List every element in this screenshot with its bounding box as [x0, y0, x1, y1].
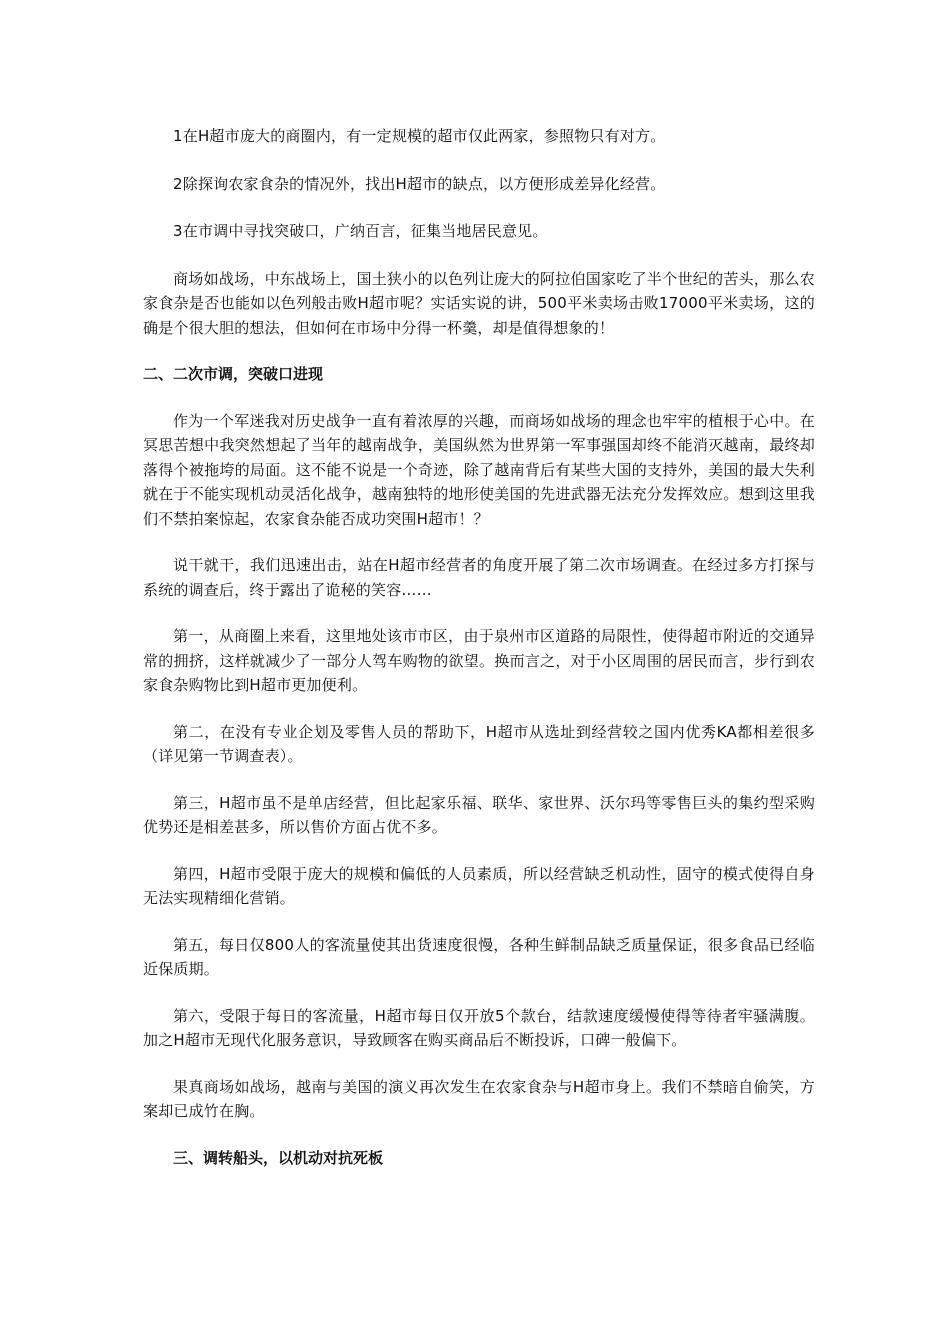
document-body: [143, 124, 815, 1192]
body-paragraph: 果真商场如战场，越南与美国的演义再次发生在农家食杂与H超市身上。我们不禁暗自偷笑，方案却已成竹在胸。: [143, 1077, 815, 1120]
body-paragraph: 第三，H超市虽不是单店经营，但比起家乐福、联华、家世界、沃尔玛等零售巨头的集约型采购优势还是相差甚多，所以售价方面占优不多。: [143, 793, 815, 836]
body-paragraph: 第五，每日仅800人的客流量使其出货速度很慢，各种生鲜制品缺乏质量保证，很多食品已经临近保质期。: [143, 935, 815, 978]
body-paragraph: 第二，在没有专业企划及零售人员的帮助下，H超市从选址到经营较之国内优秀KA都相差很多（详见第一节调查表）。: [143, 722, 815, 765]
section-heading: 二、二次市调，突破口进现: [143, 365, 324, 383]
body-paragraph: 说干就干，我们迅速出击，站在H超市经营者的角度开展了第二次市场调查。在经过多方打探与系统的调查后，终于露出了诡秘的笑容……: [143, 556, 815, 599]
list-item: 1在H超市庞大的商圈内，有一定规模的超市仅此两家，参照物只有对方。: [173, 127, 666, 145]
list-item: 3在市调中寻找突破口，广纳百言，征集当地居民意见。: [173, 222, 548, 240]
list-item: 2除探询农家食杂的情况外，找出H超市的缺点，以方便形成差异化经营。: [173, 174, 666, 193]
body-paragraph: 第六，受限于每日的客流量，H超市每日仅开放5个款台，结款速度缓慢使得等待者牢骚满腹。加之H超市无现代化服务意识，导致顾客在购买商品后不断投诉，口碑一般偏下。: [143, 1006, 815, 1049]
body-paragraph: 作为一个军迷我对历史战争一直有着浓厚的兴趣，而商场如战场的理念也牢牢的植根于心中。在冥思苦想中我突然想起了当年的越南战争，美国纵然为世界第一军事强国却终不能消灭越南，最终却落得个被拖垮的局面。这不能不说是一个奇迹，除了越南背后有某些大国的支持外，美国的最大失利就在于不能实现机动灵活化战争，越南独特的地形使美国的先进武器无法充分发挥效应。想到这里我们不禁拍案惊起，农家食杂能否成功突围H超市！？: [143, 411, 815, 528]
body-paragraph: 第四，H超市受限于庞大的规模和偏低的人员素质，所以经营缺乏机动性，固守的模式使得自身无法实现精细化营销。: [143, 864, 815, 907]
body-paragraph: 商场如战场，中东战场上，国土狭小的以色列让庞大的阿拉伯国家吃了半个世纪的苦头，那么农家食杂是否也能如以色列般击败H超市呢？实话实说的讲，500平米卖场击败17000平米卖场，这的确是个很大胆的想法，但如何在市场中分得一杯羹，却是值得想象的！: [143, 269, 815, 337]
section-heading: 三、调转船头，以机动对抗死板: [173, 1148, 384, 1167]
body-paragraph: 第一，从商圈上来看，这里地处该市市区，由于泉州市区道路的局限性，使得超市附近的交通异常的拥挤，这样就减少了一部分人驾车购物的欲望。换而言之，对于小区周围的居民而言，步行到农家食杂购物比到H超市更加便利。: [143, 627, 815, 694]
